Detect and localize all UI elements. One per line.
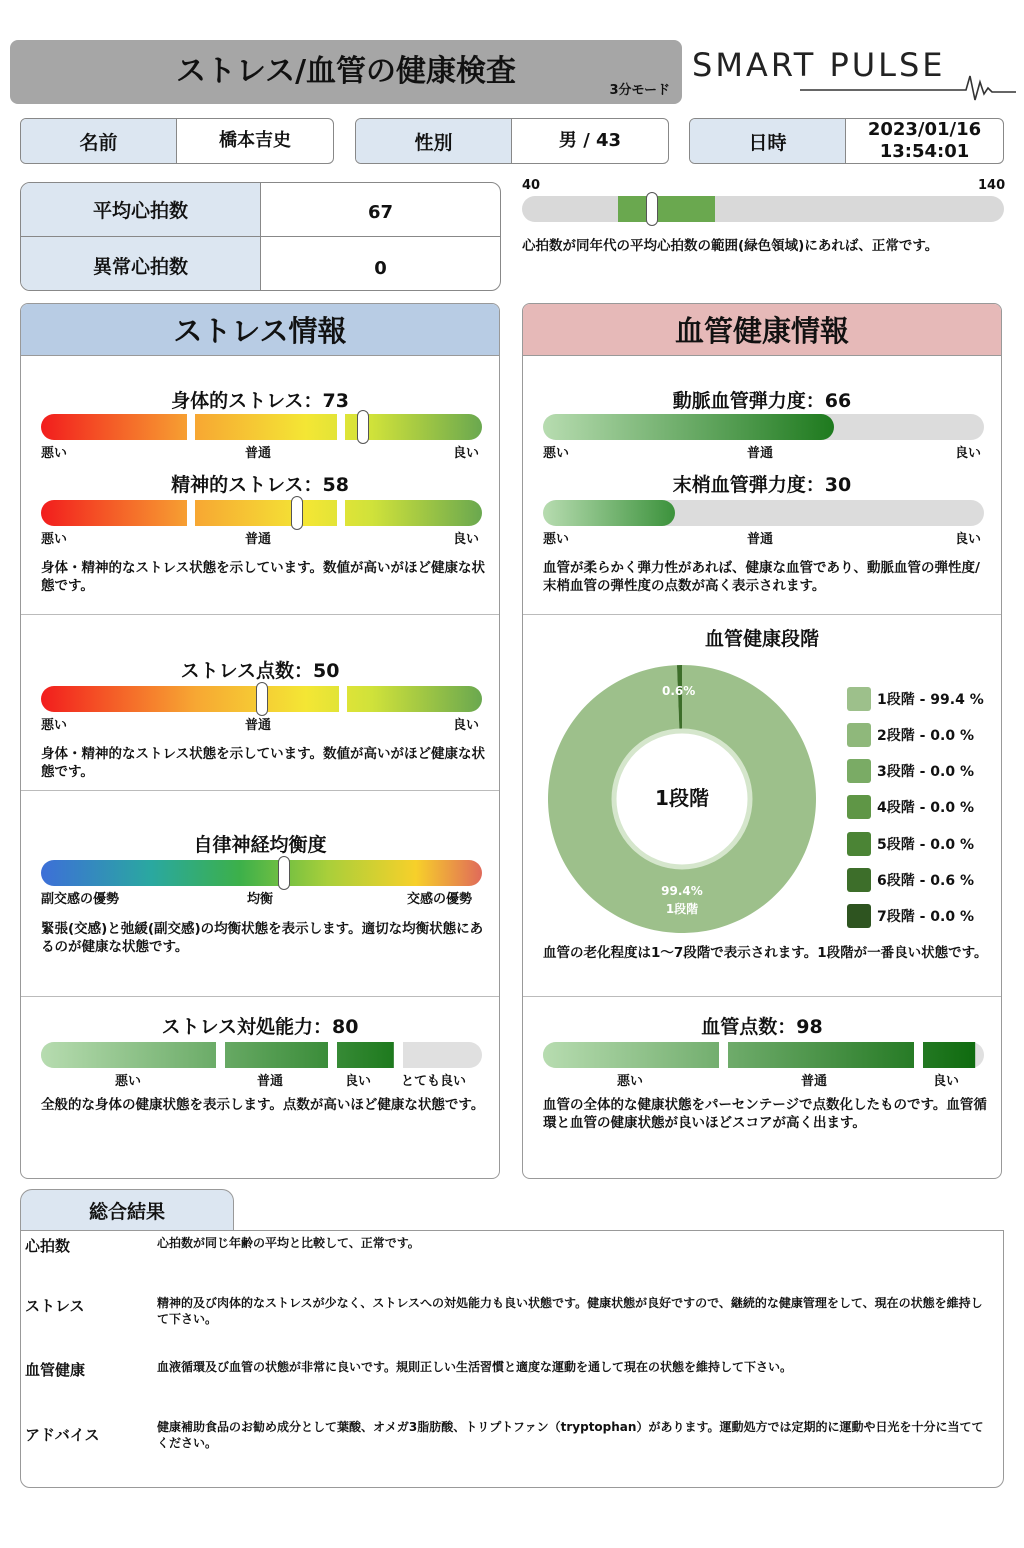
hr-note: 心拍数が同年代の平均心拍数の範囲(緑色領域)にあれば、正常です。: [522, 238, 939, 254]
abnormal-hr-value: 0: [374, 257, 387, 279]
stage-title: 血管健康段階: [704, 628, 819, 650]
scale-bad: 悪い: [41, 718, 68, 733]
autonomic-title: 自律神経均衡度: [193, 834, 327, 856]
summary-text-hr: 心拍数が同じ年齢の平均と比較して、正常です。: [157, 1236, 420, 1250]
name-label: 名前: [21, 119, 177, 163]
legend-item: [847, 795, 974, 819]
date-value: [846, 119, 1003, 163]
physical-stress-title: 身体的ストレス：73: [171, 390, 349, 412]
stress-score-description: 身体・精神的なストレス状態を示しています。数値が高いがほど健康な状態です。: [41, 746, 486, 780]
donut-big-label: 99.4%: [661, 884, 703, 898]
scale-good: 良い: [453, 718, 480, 733]
vs-good: 良い: [933, 1074, 960, 1089]
scale-bad: 悪い: [41, 532, 68, 547]
hr-scale-max: 140: [978, 178, 1006, 193]
heart-rate-box: [20, 182, 501, 291]
vascular-score-title: 血管点数：98: [701, 1016, 823, 1038]
mental-stress-marker: [291, 496, 303, 530]
title-bar: [10, 40, 682, 104]
stress-panel: [20, 303, 500, 1179]
legend-item: [847, 904, 974, 928]
donut-small-label: 0.6%: [662, 684, 696, 698]
legend-item: [847, 687, 984, 711]
summary-text-vascular: 血液循環及び血管の状態が非常に良いです。規則正しい生活習慣と適度な運動を通して現在の状態を維持して下さい。: [157, 1360, 793, 1374]
scale-bad: 悪い: [543, 532, 570, 547]
legend-item: [847, 832, 974, 856]
mode-label: 3分モード: [609, 83, 670, 98]
legend-label: 5段階 - 0.0 %: [877, 837, 975, 853]
legend-swatch: [847, 904, 871, 928]
legend-swatch: [847, 868, 871, 892]
avg-hr-label: 平均心拍数: [21, 183, 261, 236]
legend-swatch: [847, 723, 871, 747]
summary-label-stress: ストレス: [25, 1297, 85, 1315]
scale-good: 良い: [955, 446, 982, 461]
vascular-score-bar: [543, 1042, 984, 1068]
stress-score-marker: [256, 682, 268, 716]
date-text: 2023/01/16: [867, 119, 982, 140]
scale-good: 良い: [453, 446, 480, 461]
arterial-fill: [543, 414, 834, 440]
pulse-line-icon: [800, 70, 1016, 102]
hr-range-bar: [522, 196, 1004, 222]
physical-stress-bar: [41, 414, 482, 440]
scale-bad: 悪い: [543, 446, 570, 461]
autonomic-marker: [278, 856, 290, 890]
legend-swatch: [847, 795, 871, 819]
date-box: [689, 118, 1004, 164]
peripheral-title: 末梢血管弾力度：30: [672, 474, 852, 496]
elastic-description: 血管が柔らかく弾力性があれば、健康な血管であり、動脈血管の弾性度/末梢血管の弾性度の点数が高く表示されます。: [543, 560, 980, 594]
summary-text-stress: 精神的及び肉体的なストレスが少なく、ストレスへの対処能力も良い状態です。健康状態が良好ですので、継続的な健康管理をして、現在の状態を維持して下さい。: [157, 1296, 983, 1326]
peripheral-fill: [543, 500, 675, 526]
scale-normal: 普通: [747, 532, 774, 547]
mental-stress-bar: [41, 500, 482, 526]
time-text: 13:54:01: [879, 141, 970, 162]
coping-bar: [41, 1042, 482, 1068]
abnormal-hr-row: [21, 237, 500, 291]
abnormal-hr-label: 異常心拍数: [21, 237, 261, 291]
scale-normal: 普通: [245, 532, 272, 547]
hr-normal-range: [618, 196, 714, 222]
coping-title: ストレス対処能力：80: [161, 1016, 359, 1038]
arterial-bar: [543, 414, 984, 440]
hr-marker: [646, 192, 658, 226]
vs-normal: 普通: [801, 1074, 828, 1089]
peripheral-bar: [543, 500, 984, 526]
stress-header: ストレス情報: [21, 304, 499, 356]
cope-very-good: とても良い: [401, 1074, 467, 1089]
legend-swatch: [847, 687, 871, 711]
arterial-title: 動脈血管弾力度：66: [672, 390, 852, 412]
legend-swatch: [847, 759, 871, 783]
summary-tab: 総合結果: [20, 1189, 234, 1231]
name-box: [20, 118, 334, 164]
coping-description: 全般的な身体の健康状態を表示します。点数が高いほど健康な状態です。: [41, 1097, 485, 1113]
donut-big-stage: 1段階: [665, 902, 699, 916]
brand-logo: SMART PULSE: [692, 46, 946, 84]
legend-label: 6段階 - 0.6 %: [877, 873, 975, 889]
auto-mid-label: 均衡: [247, 892, 274, 907]
legend-label: 7段階 - 0.0 %: [877, 909, 975, 925]
scale-bad: 悪い: [41, 446, 68, 461]
autonomic-description: 緊張(交感)と弛緩(副交感)の均衡状態を表示します。適切な均衡状態にあるのが健康な状態です。: [41, 921, 484, 955]
cope-bad: 悪い: [115, 1074, 142, 1089]
sex-box: [355, 118, 669, 164]
summary-label-advice: アドバイス: [25, 1426, 100, 1444]
donut-center-label: 1段階: [655, 786, 709, 810]
legend-label: 4段階 - 0.0 %: [877, 800, 975, 816]
legend-label: 3段階 - 0.0 %: [877, 764, 975, 780]
date-label: 日時: [690, 119, 846, 163]
summary-label-hr: 心拍数: [25, 1237, 71, 1255]
physical-stress-marker: [357, 410, 369, 444]
autonomic-bar: [41, 860, 482, 886]
scale-normal: 普通: [747, 446, 774, 461]
auto-right-label: 交感の優勢: [407, 892, 473, 907]
stress-score-title: ストレス点数：50: [180, 660, 340, 682]
sex-value: 男 / 43: [558, 130, 622, 151]
cope-normal: 普通: [257, 1074, 284, 1089]
vascular-header: 血管健康情報: [523, 304, 1001, 356]
vs-bad: 悪い: [617, 1074, 644, 1089]
legend-label: 2段階 - 0.0 %: [877, 728, 975, 744]
summary-box: [20, 1230, 1004, 1488]
cope-good: 良い: [345, 1074, 372, 1089]
scale-good: 良い: [453, 532, 480, 547]
legend-label: 1段階 - 99.4 %: [877, 692, 984, 708]
avg-hr-row: [21, 183, 500, 237]
summary-label-vascular: 血管健康: [25, 1361, 86, 1379]
scale-normal: 普通: [245, 446, 272, 461]
legend-item: [847, 759, 974, 783]
scale-good: 良い: [955, 532, 982, 547]
legend-item: [847, 723, 974, 747]
summary-text-advice: 健康補助食品のお勧め成分として葉酸、オメガ3脂肪酸、トリプトファン（tryptophan）があります。運動処方では定期的に運動や日光を十分に当ててください。: [157, 1420, 984, 1450]
name-value: 橋本吉史: [219, 130, 291, 151]
vascular-score-description: 血管の全体的な健康状態をパーセンテージで点数化したものです。血管循環と血管の健康状態が良いほどスコアが高く出ます。: [543, 1097, 987, 1131]
stage-description: 血管の老化程度は1〜7段階で表示されます。1段階が一番良い状態です。: [543, 945, 988, 961]
auto-left-label: 副交感の優勢: [41, 892, 120, 907]
stress-description: 身体・精神的なストレス状態を示しています。数値が高いがほど健康な状態です。: [41, 560, 486, 594]
legend-item: [847, 868, 974, 892]
legend-swatch: [847, 832, 871, 856]
sex-label: 性別: [356, 119, 512, 163]
hr-scale-min: 40: [522, 178, 541, 193]
page-title: ストレス/血管の健康検査: [175, 54, 517, 89]
mental-stress-title: 精神的ストレス：58: [171, 474, 349, 496]
avg-hr-value: 67: [367, 202, 394, 223]
scale-normal: 普通: [245, 718, 272, 733]
